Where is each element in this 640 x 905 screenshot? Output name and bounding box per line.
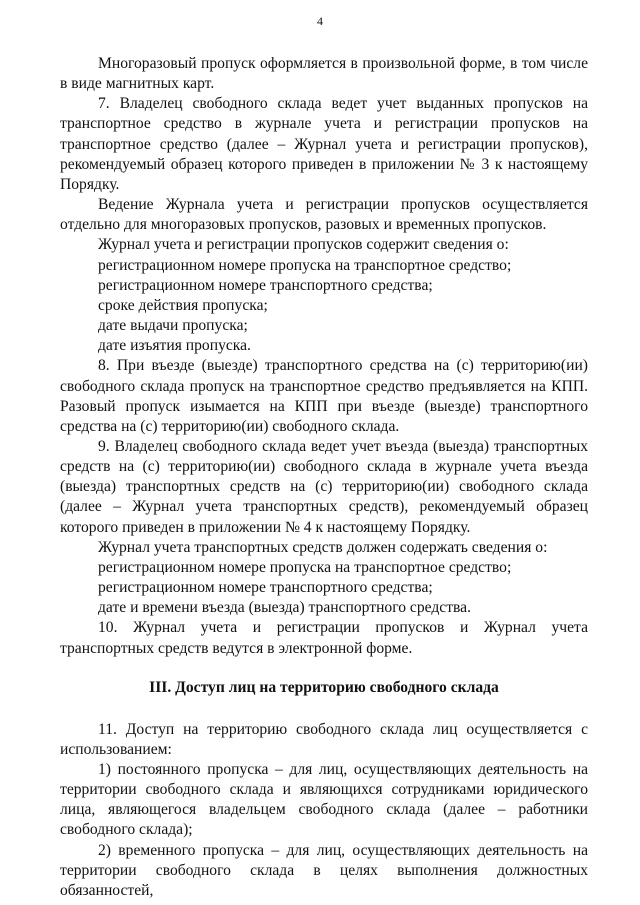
journal-item: дате выдачи пропуска; bbox=[98, 317, 248, 335]
paragraph-journal-separate: Ведение Журнала учета и регистрации пропусков осуществляется отдельно для многоразовых пропусков, разовых и временных пропусков. bbox=[60, 196, 588, 234]
paragraph-transport-journal-contains: Журнал учета транспортных средств должен содержать сведения о: bbox=[98, 538, 548, 556]
journal-item: сроке действия пропуска; bbox=[98, 296, 268, 314]
paragraph-7: 7. Владелец свободного склада ведет учет выданных пропусков на транспортное средство в журнале учета и регистрации пропусков на транспортное средство (далее – Журнал учета и регистрации пропусков), рекомендуемый образец которого приведен в приложении № 3 к настоящему Порядку. bbox=[60, 95, 588, 193]
paragraph-10: 10. Журнал учета и регистрации пропусков и Журнал учета транспортных средств ведутся в электронной форме. bbox=[60, 619, 588, 657]
paragraph-journal-contains: Журнал учета и регистрации пропусков содержит сведения о: bbox=[98, 236, 509, 254]
transport-item: регистрационном номере транспортного средства; bbox=[98, 579, 433, 597]
section-title: III. Доступ лиц на территорию свободного склада bbox=[149, 678, 499, 696]
transport-item: дате и времени въезда (выезда) транспортного средства. bbox=[98, 599, 472, 617]
paragraph-11: 11. Доступ на территорию свободного склада лиц осуществляется с использованием: bbox=[60, 720, 588, 758]
paragraph-8: 8. При въезде (выезде) транспортного средства на (с) территорию(ии) свободного склада пропуск на транспортное средство предъявляется на КПП. Разовый пропуск изымается на КПП при въезде (выезде) транспортного средства на (с) территорию(ии) свободного склада. bbox=[60, 357, 588, 435]
journal-item: дате изъятия пропуска. bbox=[98, 337, 251, 355]
paragraph-11-item-2: 2) временного пропуска – для лиц, осуществляющих деятельность на территории свободного склада в целях выполнения должностных обязанностей, bbox=[60, 841, 588, 899]
paragraph-9: 9. Владелец свободного склада ведет учет въезда (выезда) транспортных средств на (с) территорию(ии) свободного склада в журнале учета въезда (выезда) транспортных средств на (с) территорию(ии) свободного склада (далее – Журнал учета транспортных средств), рекомендуемый образец которого приведен в приложении № 4 к настоящему Порядку. bbox=[60, 437, 588, 536]
paragraph-11-item-1: 1) постоянного пропуска – для лиц, осуществляющих деятельность на территории свободного склада и являющихся сотрудниками юридического лица, являющегося владельцем свободного склада (далее – работники свободного склада); bbox=[60, 761, 588, 839]
document-body bbox=[60, 54, 588, 901]
journal-item: регистрационном номере транспортного средства; bbox=[98, 276, 433, 294]
transport-item: регистрационном номере пропуска на транспортное средство; bbox=[98, 558, 512, 576]
journal-item: регистрационном номере пропуска на транспортное средство; bbox=[98, 256, 512, 274]
page-number: 4 bbox=[317, 14, 323, 28]
paragraph-multipass-form: Многоразовый пропуск оформляется в произвольной форме, в том числе в виде магнитных карт. bbox=[60, 55, 588, 93]
